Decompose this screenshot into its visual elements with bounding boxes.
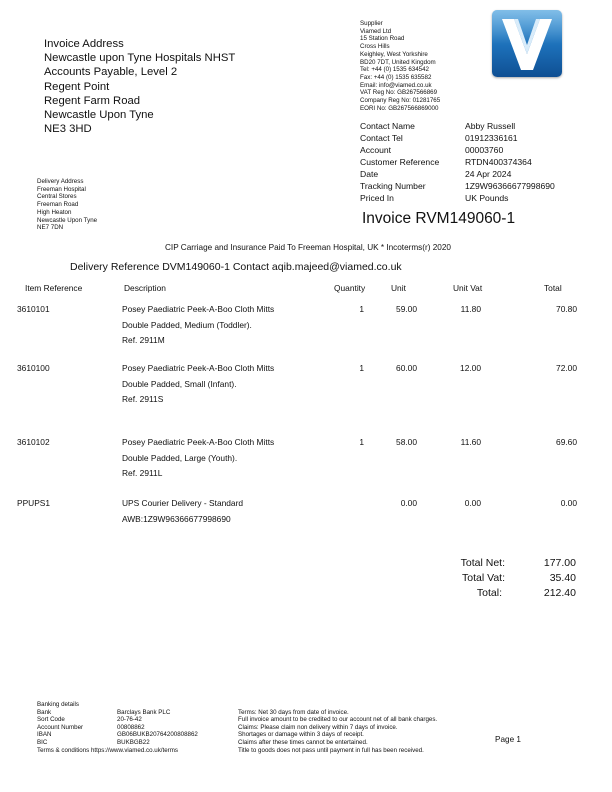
invoice-title: Invoice RVM149060-1: [362, 210, 516, 227]
banking-heading: Banking details: [37, 701, 79, 708]
tracking-number-label: Tracking Number: [360, 181, 426, 191]
supplier-fax: Fax: +44 (0) 1535 635582: [360, 73, 432, 81]
invoice-address-line: Newcastle Upon Tyne: [44, 109, 154, 122]
account-number-label: Account Number: [37, 723, 84, 731]
total-vat-label: Total Vat:: [462, 572, 505, 584]
total-cell: 70.80: [556, 304, 577, 314]
bank-label: Bank: [37, 708, 52, 716]
quantity-cell: 1: [359, 437, 364, 447]
terms-line: Title to goods does not pass until payment in full has been received.: [238, 746, 424, 754]
description-line: Posey Paediatric Peek-A-Boo Cloth Mitts: [122, 304, 275, 314]
description-line: Ref. 2911S: [122, 394, 164, 404]
supplier-line: 15 Station Road: [360, 35, 405, 43]
supplier-details: [360, 20, 440, 112]
contact-tel-value: 01912336161: [465, 133, 518, 143]
description-cell: [122, 302, 274, 349]
terms-link[interactable]: Terms & conditions https://www.viamed.co.uk/terms: [37, 746, 178, 754]
unit-vat-cell: 0.00: [464, 498, 481, 508]
invoice-address-line: Regent Farm Road: [44, 94, 141, 107]
contact-row: [360, 120, 555, 132]
invoice-address-line: Regent Point: [44, 80, 110, 93]
terms-line: [238, 701, 437, 709]
invoice-address-postcode: NE3 3HD: [44, 123, 92, 136]
bank-value: Barclays Bank PLC: [117, 708, 171, 716]
supplier-email: Email: info@viamed.co.uk: [360, 81, 432, 89]
account-number-value: 00808862: [117, 723, 145, 731]
supplier-tel: Tel: +44 (0) 1535 634542: [360, 66, 429, 74]
col-header-total: Total: [544, 283, 562, 293]
invoice-address: [44, 37, 235, 136]
contact-name-value: Abby Russell: [465, 121, 516, 131]
contact-row: [360, 144, 555, 156]
description-line: Posey Paediatric Peek-A-Boo Cloth Mitts: [122, 363, 275, 373]
date-value: 24 Apr 2024: [465, 169, 512, 179]
contact-name-label: Contact Name: [360, 121, 415, 131]
total-net-value: 177.00: [543, 557, 576, 569]
col-header-unit: Unit: [391, 283, 406, 293]
sort-code-label: Sort Code: [37, 716, 65, 724]
item-reference-cell: 3610100: [17, 363, 50, 373]
description-cell: [122, 435, 274, 482]
date-label: Date: [360, 169, 379, 179]
supplier-line: Keighley, West Yorkshire: [360, 50, 428, 58]
grand-total-label: Total:: [476, 587, 502, 599]
total-cell: 72.00: [556, 363, 577, 373]
supplier-vat: VAT Reg No: GB267566869: [360, 89, 438, 97]
invoice-address-heading: Invoice Address: [44, 38, 124, 50]
description-line: Ref. 2911L: [122, 468, 163, 478]
priced-in-value: UK Pounds: [465, 193, 509, 203]
delivery-address: [37, 178, 97, 232]
delivery-address-line: Central Stores: [37, 193, 77, 201]
delivery-address-heading: Delivery Address: [37, 178, 84, 185]
delivery-address-postcode: NE7 7DN: [37, 224, 64, 232]
delivery-address-line: Freeman Road: [37, 201, 79, 209]
account-label: Account: [360, 145, 392, 155]
sort-code-value: 20-76-42: [117, 716, 142, 724]
total-cell: 0.00: [560, 498, 577, 508]
quantity-cell: 1: [359, 304, 364, 314]
supplier-line: BD20 7DT, United Kingdom: [360, 58, 436, 66]
contact-tel-label: Contact Tel: [360, 133, 403, 143]
description-line: UPS Courier Delivery - Standard: [122, 498, 244, 508]
total-net-label: Total Net:: [460, 557, 505, 569]
account-value: 00003760: [465, 145, 504, 155]
contact-row: [360, 192, 555, 204]
quantity-cell: 1: [359, 363, 364, 373]
customer-reference-label: Customer Reference: [360, 157, 440, 167]
unit-vat-cell: 12.00: [460, 363, 481, 373]
unit-cell: 60.00: [396, 363, 417, 373]
item-reference-cell: 3610101: [17, 304, 50, 314]
supplier-eori: EORI No: GB267566869000: [360, 104, 439, 112]
delivery-reference: Delivery Reference DVM149060-1 Contact aqib.majeed@viamed.co.uk: [70, 261, 402, 273]
terms-block: [238, 701, 437, 754]
grand-total-value: 212.40: [543, 587, 576, 599]
description-line: Posey Paediatric Peek-A-Boo Cloth Mitts: [122, 437, 275, 447]
priced-in-label: Priced In: [360, 193, 394, 203]
page-number: Page 1: [495, 735, 521, 744]
invoice-address-line: Accounts Payable, Level 2: [44, 66, 178, 79]
col-header-quantity: Quantity: [334, 283, 366, 293]
description-cell: [122, 496, 243, 527]
supplier-heading: Supplier: [360, 20, 383, 27]
supplier-line: Cross Hills: [360, 43, 390, 51]
contact-row: [360, 156, 555, 168]
col-header-description: Description: [124, 283, 166, 293]
unit-cell: 0.00: [400, 498, 417, 508]
incoterms-line: CIP Carriage and Insurance Paid To Freeman Hospital, UK * Incoterms(r) 2020: [165, 243, 451, 252]
total-cell: 69.60: [556, 437, 577, 447]
contact-row: [360, 180, 555, 192]
description-cell: [122, 361, 274, 408]
delivery-address-line: Newcastle Upon Tyne: [37, 216, 98, 224]
description-line: AWB:1Z9W96366677998690: [122, 513, 231, 524]
delivery-address-line: Freeman Hospital: [37, 185, 86, 193]
unit-vat-cell: 11.60: [460, 437, 481, 447]
contact-row: [360, 168, 555, 180]
banking-value: [117, 701, 198, 709]
item-reference-cell: PPUPS1: [17, 498, 51, 508]
supplier-company-reg: Company Reg No: 01281765: [360, 97, 441, 105]
unit-cell: 59.00: [396, 304, 417, 314]
supplier-line: Viamed Ltd: [360, 27, 392, 35]
bic-value: BUKBGB22: [117, 738, 150, 746]
terms-line: Terms: Net 30 days from date of invoice.: [238, 708, 349, 716]
terms-line: Claims: Please claim non delivery within 7 days of invoice.: [238, 723, 398, 731]
description-line: Double Padded, Medium (Toddler).: [122, 319, 252, 330]
delivery-address-line: High Heaton: [37, 208, 72, 216]
terms-line: Claims after these times cannot be entertained.: [238, 738, 368, 746]
contact-row: [360, 132, 555, 144]
total-vat-value: 35.40: [549, 572, 576, 584]
description-line: Ref. 2911M: [122, 335, 165, 345]
tracking-number-value: 1Z9W96366677998690: [465, 181, 555, 191]
bic-label: BIC: [37, 738, 48, 746]
unit-cell: 58.00: [396, 437, 417, 447]
quantity-cell: [340, 496, 364, 512]
viamed-logo-icon: [492, 10, 562, 77]
item-reference-cell: 3610102: [17, 437, 50, 447]
description-line: Double Padded, Small (Infant).: [122, 378, 237, 389]
invoice-address-line: Newcastle upon Tyne Hospitals NHST: [44, 52, 236, 65]
col-header-unit-vat: Unit Vat: [453, 283, 483, 293]
iban-value: GB06BUKB20764200808862: [117, 731, 198, 739]
terms-line: Full invoice amount to be credited to our account net of all bank charges.: [238, 716, 438, 724]
customer-reference-value: RTDN400374364: [465, 157, 532, 167]
iban-label: IBAN: [37, 731, 52, 739]
banking-values: [117, 701, 198, 747]
contact-details: [360, 120, 555, 204]
col-header-item-reference: Item Reference: [25, 283, 83, 293]
terms-line: Shortages or damage within 3 days of receipt.: [238, 731, 364, 739]
unit-vat-cell: 11.80: [460, 304, 481, 314]
description-line: Double Padded, Large (Youth).: [122, 452, 238, 463]
